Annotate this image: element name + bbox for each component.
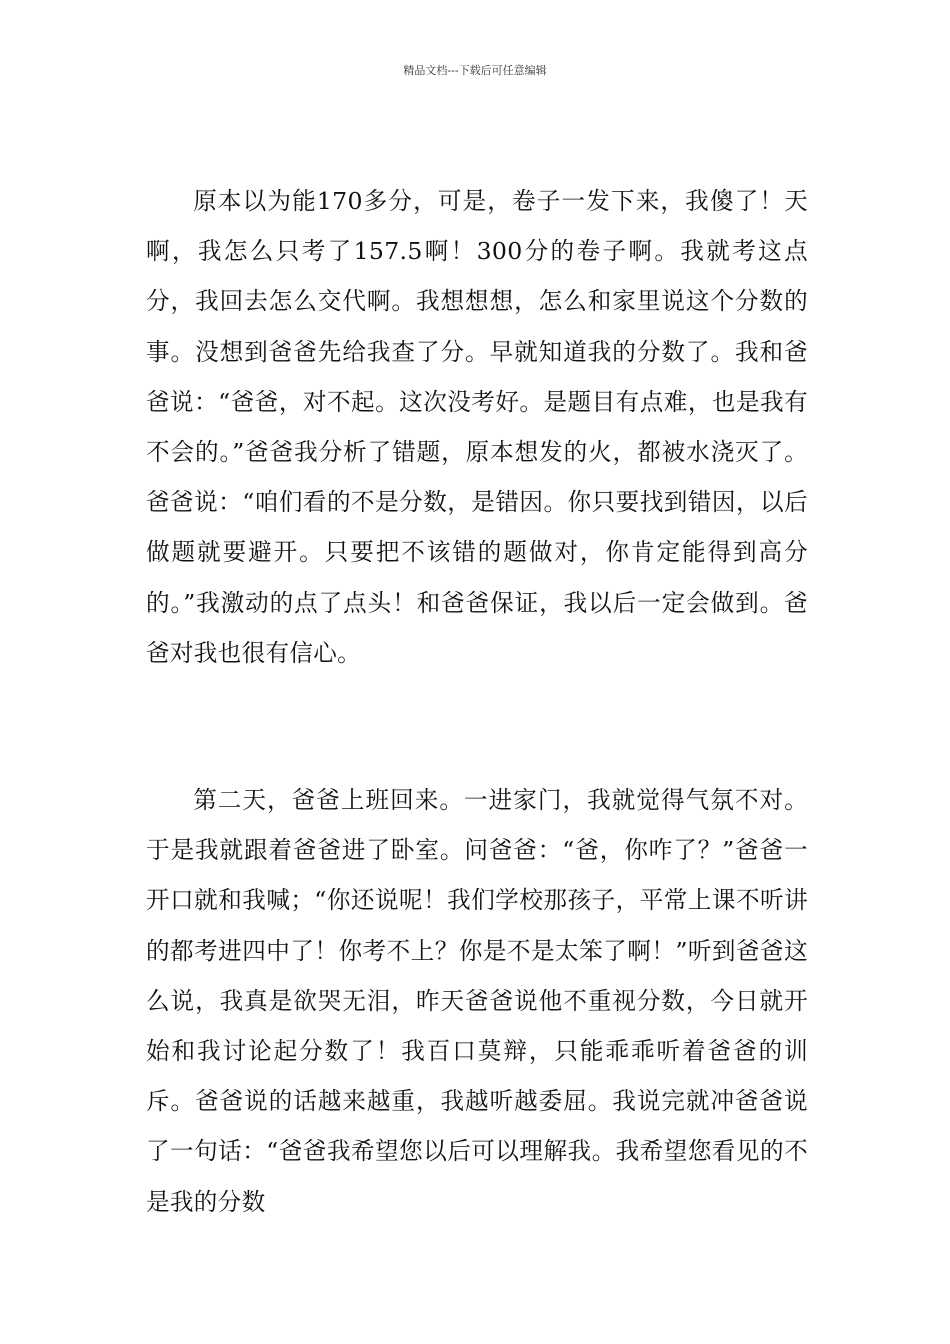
- paragraph-2: 第二天，爸爸上班回来。一进家门，我就觉得气氛不对。于是我就跟着爸爸进了卧室。问爸爸：“爸，你咋了？”爸爸一开口就和我喊；“你还说呢！我们学校那孩子，平常上课不听讲的都考进四中了！你考不上？你是不是太笨了啊！”听到爸爸这么说，我真是欲哭无泪，昨天爸爸说他不重视分数，今日就开始和我讨论起分数了！我百口莫辩，只能乖乖听着爸爸的训斥。爸爸说的话越来越重，我越听越委屈。我说完就冲爸爸说了一句话：“爸爸我希望您以后可以理解我。我希望您看见的不是我的分数: [146, 786, 808, 1216]
- page-header: 精品文档---下载后可任意编辑: [403, 64, 547, 77]
- paragraph-1: 原本以为能170多分，可是，卷子一发下来，我傻了！天啊，我怎么只考了157.5啊！300分的卷子啊。我就考这点分，我回去怎么交代啊。我想想想，怎么和家里说这个分数的事。没想到爸爸先给我查了分。早就知道我的分数了。我和爸爸说：“爸爸，对不起。这次没考好。是题目有点难，也是我有不会的。”爸爸我分析了错题，原本想发的火，都被水浇灭了。爸爸说：“咱们看的不是分数，是错因。你只要找到错因，以后做题就要避开。只要把不该错的题做对，你肯定能得到高分的。”我激动的点了点头！和爸爸保证，我以后一定会做到。爸爸对我也很有信心。: [146, 187, 808, 667]
